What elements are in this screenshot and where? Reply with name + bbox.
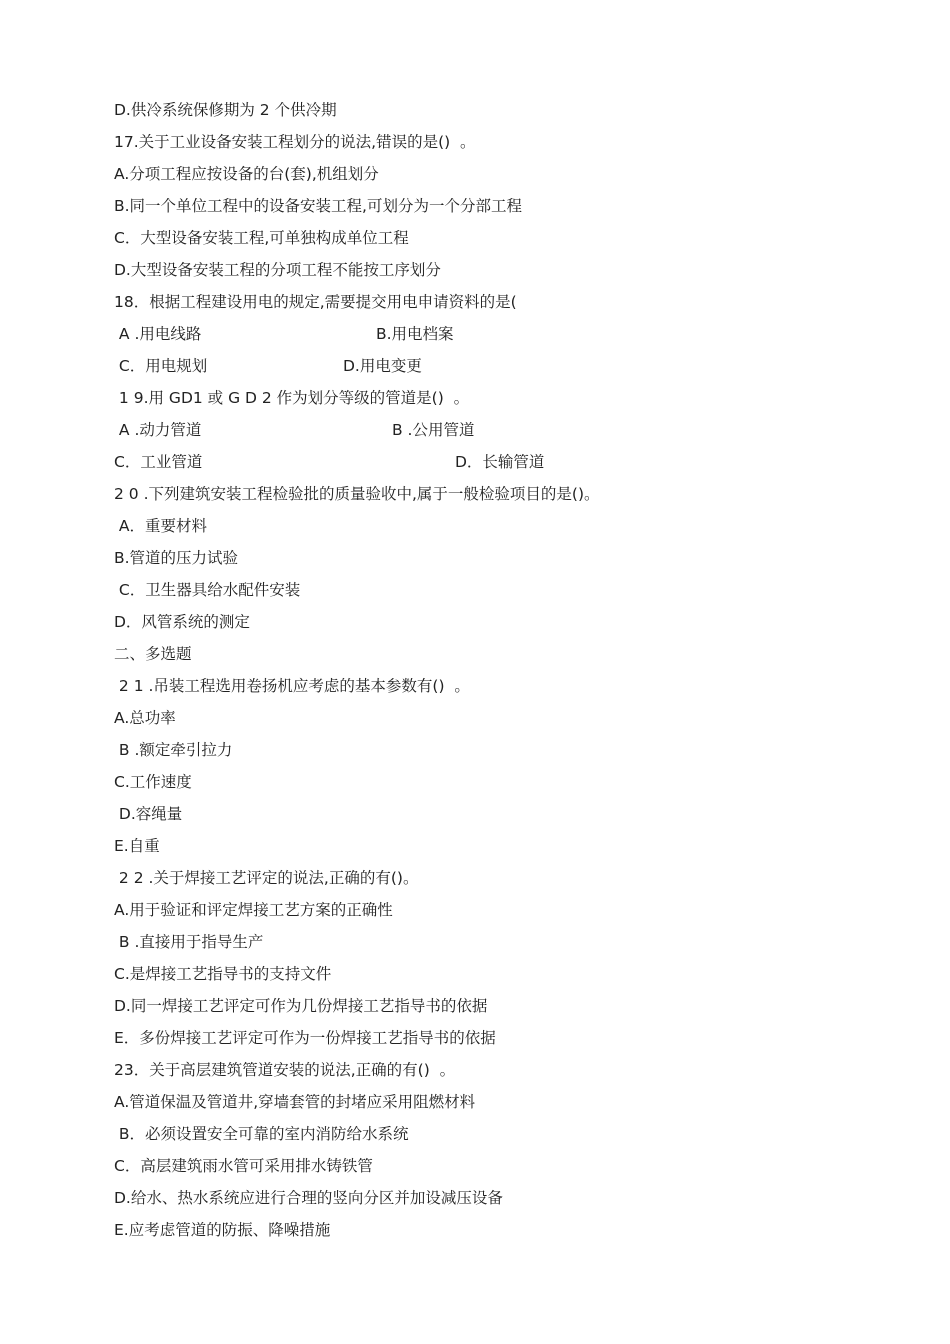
option-line: B .额定牵引拉力 [114, 741, 233, 759]
question-21: 2 1 .吊装工程选用卷扬机应考虑的基本参数有() 。 [114, 677, 470, 695]
option-line: A.管道保温及管道井,穿墙套管的封堵应采用阻燃材料 [114, 1093, 476, 1111]
option-pair [0, 350, 950, 382]
option-c: C．工业管道 [114, 453, 203, 471]
option-a: A .动力管道 [114, 421, 202, 439]
option-line: B.管道的压力试验 [114, 549, 239, 567]
question-18: 18．根据工程建设用电的规定,需要提交用电申请资料的是( [114, 293, 517, 311]
option-line: A.用于验证和评定焊接工艺方案的正确性 [114, 901, 393, 919]
option-line: C．大型设备安装工程,可单独构成单位工程 [114, 229, 409, 247]
option-pair [0, 414, 950, 446]
option-line: E．多份焊接工艺评定可作为一份焊接工艺指导书的依据 [114, 1029, 496, 1047]
option-line: D.容绳量 [114, 805, 183, 823]
option-line: B.同一个单位工程中的设备安装工程,可划分为一个分部工程 [114, 197, 522, 215]
option-line: D.给水、热水系统应进行合理的竖向分区并加设减压设备 [114, 1189, 503, 1207]
option-pair [0, 318, 950, 350]
option-line: E.自重 [114, 837, 160, 855]
option-line: B．必须设置安全可靠的室内消防给水系统 [114, 1125, 409, 1143]
option-line: C.是焊接工艺指导书的支持文件 [114, 965, 332, 983]
option-pair [0, 446, 950, 478]
option-line: A.总功率 [114, 709, 176, 727]
option-b: B .公用管道 [392, 421, 475, 439]
option-line: E.应考虑管道的防振、降噪措施 [114, 1221, 331, 1239]
option-line: C．高层建筑雨水管可采用排水铸铁管 [114, 1157, 373, 1175]
option-line: C.工作速度 [114, 773, 192, 791]
question-22: 2 2 .关于焊接工艺评定的说法,正确的有()。 [114, 869, 419, 887]
question-23: 23．关于高层建筑管道安装的说法,正确的有() 。 [114, 1061, 456, 1079]
option-b: B.用电档案 [376, 325, 454, 343]
option-c: C．用电规划 [114, 357, 208, 375]
option-line: D．风管系统的测定 [114, 613, 250, 631]
section-heading: 二、多选题 [114, 645, 192, 663]
option-line: A．重要材料 [114, 517, 208, 535]
option-a: A .用电线路 [114, 325, 202, 343]
option-d: D.用电变更 [343, 357, 422, 375]
option-line: D.同一焊接工艺评定可作为几份焊接工艺指导书的依据 [114, 997, 488, 1015]
option-line: A.分项工程应按设备的台(套),机组划分 [114, 165, 379, 183]
question-17: 17.关于工业设备安装工程划分的说法,错误的是() 。 [114, 133, 476, 151]
option-line: D.大型设备安装工程的分项工程不能按工序划分 [114, 261, 441, 279]
option-line: C．卫生器具给水配件安装 [114, 581, 301, 599]
question-20: 2 0 .下列建筑安装工程检验批的质量验收中,属于一般检验项目的是()。 [114, 485, 600, 503]
question-19: 1 9.用 GD1 或 G D 2 作为划分等级的管道是() 。 [114, 389, 470, 407]
text-line: D.供冷系统保修期为 2 个供冷期 [114, 101, 337, 119]
option-d: D．长输管道 [455, 453, 545, 471]
option-line: B .直接用于指导生产 [114, 933, 264, 951]
